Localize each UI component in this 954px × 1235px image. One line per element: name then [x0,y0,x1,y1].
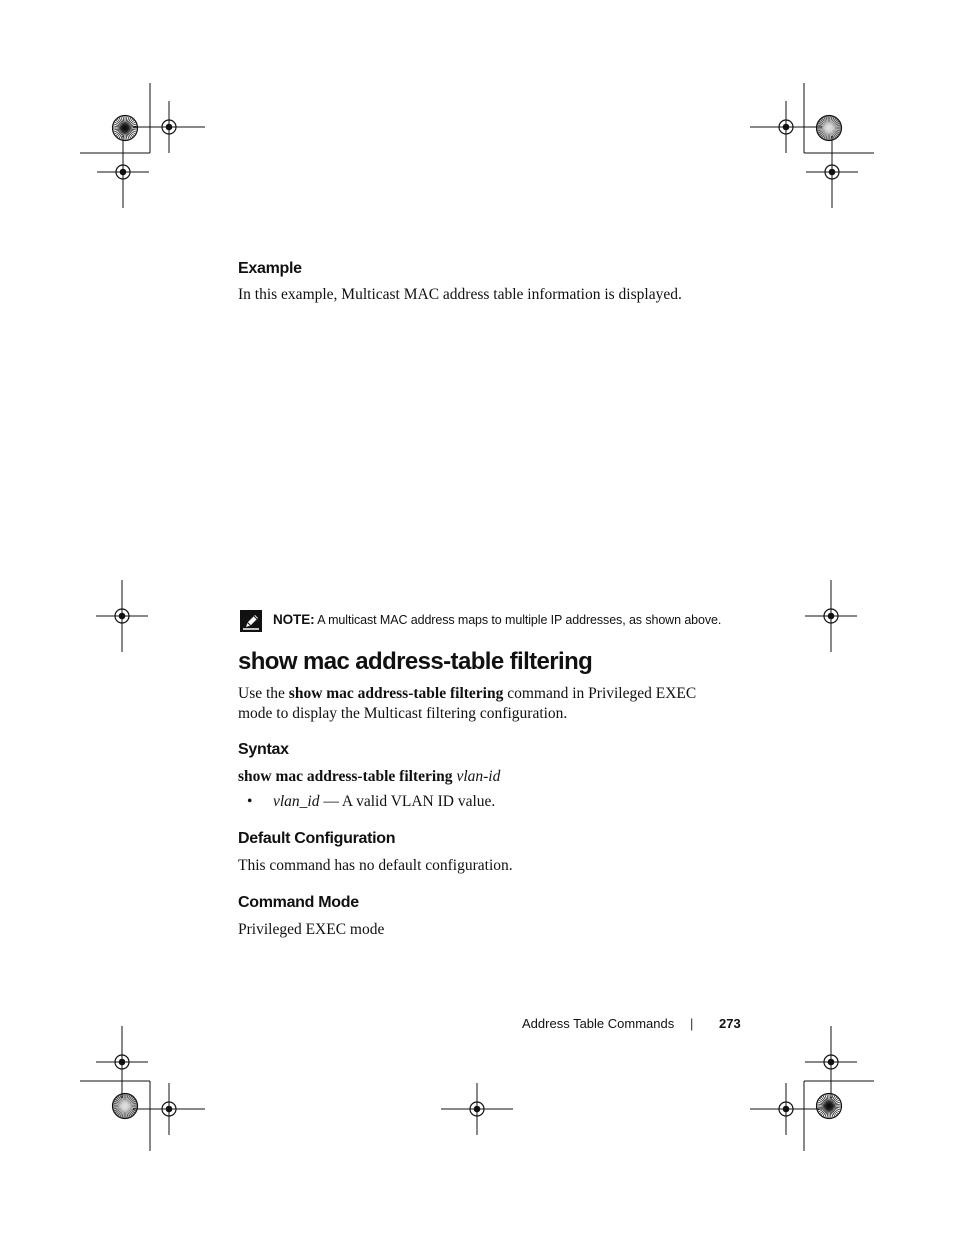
command-mode-text: Privileged EXEC mode [238,921,385,938]
default-config-heading: Default Configuration [238,830,396,847]
default-config-text: This command has no default configuration. [238,857,513,874]
intro-command: show mac address-table filtering [288,685,504,702]
note-text: A multicast MAC address maps to multiple IP addresses, as shown above. [317,613,722,627]
command-mode-heading: Command Mode [238,894,359,911]
note-pencil-icon [240,610,262,632]
example-text: In this example, Multicast MAC address table information is displayed. [238,286,682,303]
registration-starburst [113,116,138,141]
footer-section: Address Table Commands [522,1016,675,1031]
note [273,612,721,627]
page-number: 273 [719,1016,741,1031]
syntax-command: show mac address-table filtering [238,768,453,785]
example-heading: Example [238,260,302,277]
syntax-line [238,767,500,787]
intro-suffix: command in Privileged EXEC [503,685,697,702]
registration-target [806,136,858,208]
intro-prefix: Use the [238,685,289,702]
registration-starburst [817,1094,842,1119]
bullet-description: — A valid VLAN ID value. [319,793,496,810]
registration-target [441,1083,513,1135]
syntax-param: vlan-id [456,768,501,785]
bullet-param: vlan_id [273,793,320,810]
registration-starburst [113,1094,138,1119]
registration-target [750,101,822,153]
command-intro-line2: mode to display the Multicast filtering configuration. [238,705,568,722]
registration-target [750,1083,822,1135]
registration-target [805,580,857,652]
syntax-heading: Syntax [238,741,289,758]
registration-target [97,136,149,208]
registration-target [133,101,205,153]
syntax-bullet [273,792,495,812]
command-title: show mac address-table filtering [238,648,593,675]
bullet-icon: • [247,793,253,810]
note-label: NOTE: [273,612,315,627]
registration-target [96,1026,148,1098]
registration-starburst [817,116,842,141]
registration-target [96,580,148,652]
command-intro-line1 [238,684,696,704]
registration-target [805,1026,857,1098]
registration-target [133,1083,205,1135]
footer-separator: | [690,1016,694,1031]
